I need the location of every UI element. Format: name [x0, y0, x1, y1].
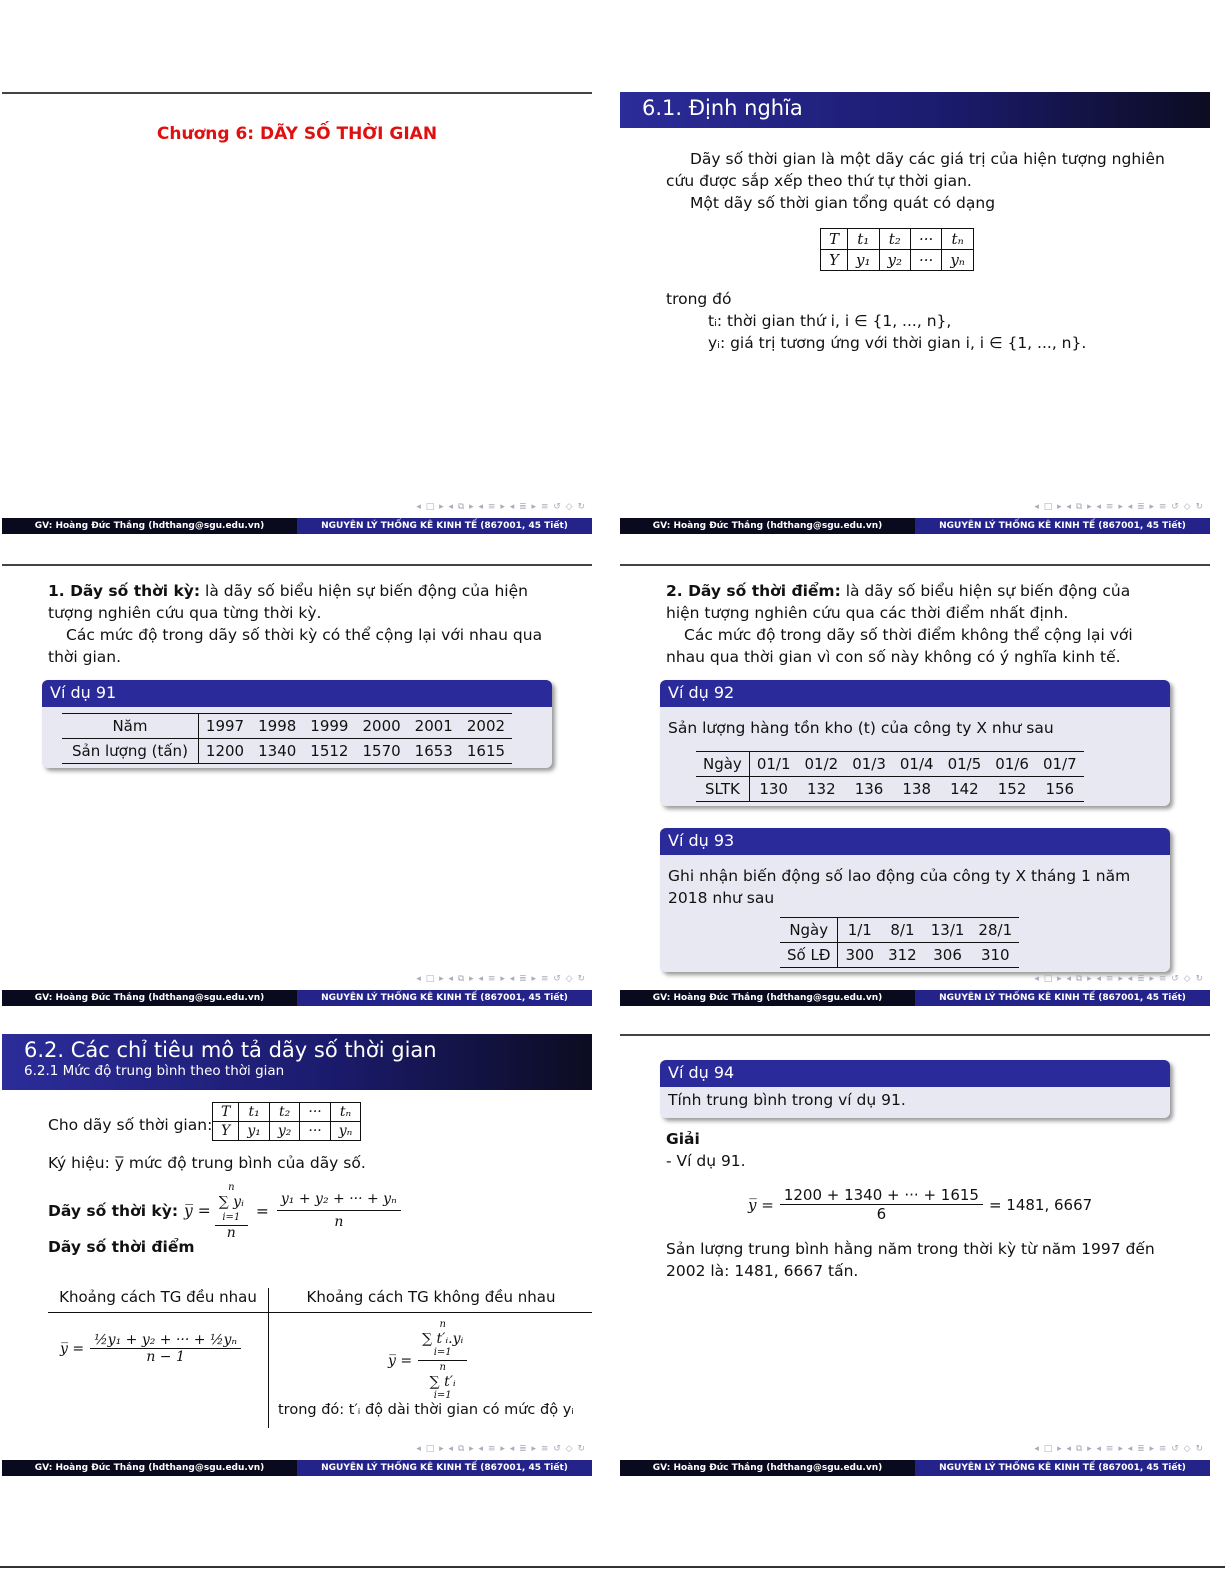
- header-cell: 13/1: [930, 921, 965, 939]
- solution-label: Giải: [666, 1130, 700, 1148]
- example-92-table: [696, 751, 1084, 802]
- period-series-definition: là dãy số biểu hiện sự biến động của hiện tượng nghiên cứu qua từng thời kỳ.: [48, 582, 528, 622]
- row-cell: 142: [950, 780, 979, 798]
- footer-author: GV: Hoàng Đức Thắng (hdthang@sgu.edu.vn): [2, 518, 297, 534]
- header-cell: 01/4: [899, 755, 934, 773]
- frame-title: 6.1. Định nghĩa: [620, 92, 1210, 128]
- header-rule: [48, 1312, 592, 1313]
- nav-symbols[interactable]: ◂ □ ▸ ◂ ⧉ ▸ ◂ ≡ ▸ ◂ ≣ ▸ ≡ ↺ ◇ ↻: [416, 974, 586, 984]
- point-series-paragraph: [666, 580, 1166, 624]
- sum: ∑ yᵢ: [218, 1194, 244, 1210]
- solution-heading: [666, 1128, 700, 1150]
- cell: t₁: [239, 1103, 270, 1122]
- cell: tₙ: [330, 1103, 361, 1122]
- chapter-title: Chương 6: DÃY SỐ THỜI GIAN: [156, 124, 438, 144]
- row-cell: 300: [845, 946, 875, 964]
- example-93-table: [780, 917, 1019, 968]
- row-cell: 136: [854, 780, 884, 798]
- top-rule: [2, 564, 592, 566]
- header-cell: 01/3: [852, 755, 886, 773]
- fraction-denominator: 6: [876, 1205, 887, 1223]
- top-rule: [620, 564, 1210, 566]
- definition-paragraph: Dãy số thời gian là một dãy các giá trị của hiện tượng nghiên cứu được sắp xếp theo thứ tự thời gian.: [666, 150, 1165, 190]
- frame-title: [2, 1034, 592, 1090]
- footer-course: NGUYÊN LÝ THỐNG KÊ KINH TẾ (867001, 45 Tiết): [297, 518, 592, 534]
- row-cell: 1615: [466, 742, 506, 760]
- general-form-text: Một dãy số thời gian tổng quát có dạng: [690, 194, 996, 212]
- cell: ···: [911, 229, 942, 250]
- cell: T: [821, 229, 848, 250]
- period-fraction: [215, 1180, 248, 1241]
- row-cell: 152: [997, 780, 1027, 798]
- formula-result: = 1481, 6667: [988, 1195, 1093, 1214]
- cell: y₁: [239, 1122, 270, 1141]
- period-formula: Dãy số thời kỳ: y̅ = n ∑ yᵢ i=1 n = $\frac{\text{y₁ + y₂ + ··· + yₙ}}{n}$: [48, 1180, 401, 1241]
- period-series-note: Các mức độ trong dãy số thời kỳ có thể cộng lại với nhau qua thời gian.: [48, 626, 543, 666]
- point-series-term: 2. Dãy số thời điểm:: [666, 582, 841, 600]
- header-cell: Ngày: [780, 918, 838, 943]
- column-rule: [268, 1288, 269, 1428]
- equal-formula: y̅ = $\frac{\text{½y₁ + y₂ + ··· + ½yₙ}}{n - 1}$: [60, 1332, 241, 1365]
- example-93-title: Ví dụ 93: [660, 828, 1170, 855]
- sum-limit-top: n: [228, 1182, 235, 1193]
- row-cell: 138: [902, 780, 932, 798]
- sum: ∑ t′ᵢ.yᵢ: [422, 1331, 464, 1347]
- point-label-text: Dãy số thời điểm: [48, 1238, 195, 1256]
- footer-author: GV: Hoàng Đức Thắng (hdthang@sgu.edu.vn): [620, 1460, 915, 1476]
- cell: T: [213, 1103, 239, 1122]
- point-series-definition: là dãy số biểu hiện sự biến động của hiện tượng nghiên cứu qua các thời điểm nhất định.: [666, 582, 1131, 622]
- point-series-note: Các mức độ trong dãy số thời điểm không thể cộng lại với nhau qua thời gian vì con số này không có ý nghĩa kinh tế.: [666, 626, 1133, 666]
- footer: [620, 1460, 1210, 1476]
- point-label: [48, 1236, 195, 1258]
- top-rule: [620, 1034, 1210, 1036]
- footer-course: NGUYÊN LÝ THỐNG KÊ KINH TẾ (867001, 45 Tiết): [915, 518, 1210, 534]
- nav-symbols[interactable]: ◂ □ ▸ ◂ ⧉ ▸ ◂ ≡ ▸ ◂ ≣ ▸ ≡ ↺ ◇ ↻: [416, 1444, 586, 1454]
- solution-line: - Ví dụ 91.: [666, 1152, 746, 1170]
- sum: ∑ t′ᵢ: [429, 1374, 456, 1390]
- header-cell: 1998: [258, 717, 297, 735]
- sum-limit-bottom: i=1: [433, 1390, 452, 1401]
- def-y: yᵢ: giá trị tương ứng với thời gian i, i ∈ {1, ..., n}.: [708, 334, 1087, 352]
- row-cell: 312: [888, 946, 917, 964]
- cell: tₙ: [942, 229, 974, 250]
- fraction-numerator: [215, 1180, 248, 1226]
- example-91-block: [42, 680, 552, 768]
- example-92-block: [660, 680, 1170, 806]
- header-cell: 2000: [362, 717, 401, 735]
- sum-limit-top: n: [439, 1319, 446, 1330]
- footer-course: NGUYÊN LÝ THỐNG KÊ KINH TẾ (867001, 45 Tiết): [915, 1460, 1210, 1476]
- row-cell: Số LĐ: [780, 943, 838, 968]
- fraction-numerator: ½y₁ + y₂ + ··· + ½yₙ: [90, 1332, 241, 1349]
- general-series-table: [820, 228, 974, 271]
- example-92-text: Sản lượng hàng tồn kho (t) của công ty X như sau: [668, 719, 1054, 737]
- footer-course: NGUYÊN LÝ THỐNG KÊ KINH TẾ (867001, 45 Tiết): [297, 990, 592, 1006]
- frame-title-text: 6.2. Các chỉ tiêu mô tả dãy số thời gian: [24, 1038, 437, 1062]
- cell: y₂: [879, 250, 911, 271]
- footer: [2, 990, 592, 1006]
- footer-course: NGUYÊN LÝ THỐNG KÊ KINH TẾ (867001, 45 Tiết): [915, 990, 1210, 1006]
- sum-limit-bottom: i=1: [433, 1347, 452, 1358]
- row-cell: 156: [1045, 780, 1075, 798]
- formula-comparison-table: [48, 1288, 592, 1428]
- frame-subtitle: 6.2.1 Mức độ trung bình theo thời gian: [24, 1063, 285, 1079]
- header-cell: 1/1: [847, 921, 872, 939]
- header-cell: Ngày: [696, 752, 749, 777]
- row-cell: 1570: [362, 742, 401, 760]
- formula-lhs: y̅ =: [184, 1201, 211, 1220]
- row-cell: SLTK: [696, 777, 749, 802]
- cell: t₂: [269, 1103, 300, 1122]
- fraction-numerator: 1200 + 1340 + ··· + 1615: [780, 1186, 983, 1205]
- cell: ···: [911, 250, 942, 271]
- unequal-formula: y̅ = n ∑ t′ᵢ.yᵢ i=1 n ∑ t′ᵢ i=1: [388, 1318, 467, 1403]
- header-cell: 8/1: [890, 921, 915, 939]
- example-94-text: Tính trung bình trong ví dụ 91.: [668, 1091, 906, 1109]
- header-cell: 01/5: [947, 755, 982, 773]
- sum-limit-bottom: i=1: [222, 1212, 241, 1223]
- slide-6: [620, 1030, 1210, 1478]
- period-fraction-expanded: [277, 1188, 401, 1233]
- row-cell: 130: [759, 780, 788, 798]
- row-cell: 310: [980, 946, 1010, 964]
- footer-author: GV: Hoàng Đức Thắng (hdthang@sgu.edu.vn): [620, 990, 915, 1006]
- footer: [2, 518, 592, 534]
- col-equal-header: Khoảng cách TG đều nhau: [59, 1288, 257, 1306]
- cell: y₁: [848, 250, 880, 271]
- example-92-title: Ví dụ 92: [660, 680, 1170, 707]
- example-94-title: Ví dụ 94: [660, 1060, 1170, 1087]
- slide-2: [620, 88, 1210, 536]
- series-table: [212, 1102, 361, 1141]
- slide-4: [620, 560, 1210, 1008]
- example-91-table: [62, 713, 512, 764]
- period-label: Dãy số thời kỳ:: [48, 1201, 179, 1220]
- footer: [2, 1460, 592, 1476]
- cell: t₁: [848, 229, 880, 250]
- top-rule: [2, 92, 592, 94]
- fraction-denominator: n: [226, 1225, 236, 1241]
- mean-formula: [748, 1186, 1092, 1223]
- header-cell: 28/1: [978, 921, 1013, 939]
- cell: ···: [300, 1122, 330, 1141]
- nav-symbols[interactable]: ◂ □ ▸ ◂ ⧉ ▸ ◂ ≡ ▸ ◂ ≣ ▸ ≡ ↺ ◇ ↻: [1034, 1444, 1204, 1454]
- header-cell: 01/2: [804, 755, 839, 773]
- footer-course: NGUYÊN LÝ THỐNG KÊ KINH TẾ (867001, 45 Tiết): [297, 1460, 592, 1476]
- cell: ···: [300, 1103, 330, 1122]
- header-cell: 01/1: [756, 755, 791, 773]
- header-cell: 1997: [205, 717, 245, 735]
- example-91-title: Ví dụ 91: [42, 680, 552, 707]
- cell: yₙ: [942, 250, 974, 271]
- footer: [620, 990, 1210, 1006]
- def-t: tᵢ: thời gian thứ i, i ∈ {1, ..., n},: [708, 312, 952, 330]
- nav-symbols[interactable]: ◂ □ ▸ ◂ ⧉ ▸ ◂ ≡ ▸ ◂ ≣ ▸ ≡ ↺ ◇ ↻: [1034, 974, 1204, 984]
- row-cell: 1340: [258, 742, 297, 760]
- period-series-term: 1. Dãy số thời kỳ:: [48, 582, 201, 600]
- unequal-note: trong đó: t′ᵢ độ dài thời gian có mức độ yᵢ: [278, 1402, 574, 1418]
- example-94-block: [660, 1060, 1170, 1118]
- header-cell: 2001: [414, 717, 453, 735]
- row-cell: 132: [807, 780, 836, 798]
- cell: Y: [213, 1122, 239, 1141]
- page-bottom-rule: [0, 1566, 1225, 1568]
- footer-author: GV: Hoàng Đức Thắng (hdthang@sgu.edu.vn): [2, 1460, 297, 1476]
- fraction-denominator: n − 1: [146, 1349, 185, 1365]
- header-cell: 01/7: [1042, 755, 1077, 773]
- nav-symbols[interactable]: ◂ □ ▸ ◂ ⧉ ▸ ◂ ≡ ▸ ◂ ≣ ▸ ≡ ↺ ◇ ↻: [1034, 502, 1204, 512]
- footer-author: GV: Hoàng Đức Thắng (hdthang@sgu.edu.vn): [2, 990, 297, 1006]
- cell: Y: [821, 250, 848, 271]
- slide-1: [2, 88, 592, 536]
- given-text: Cho dãy số thời gian:: [48, 1116, 213, 1134]
- notation-text: Ký hiệu: y̅ mức độ trung bình của dãy số.: [48, 1154, 366, 1172]
- sum-limit-top: n: [439, 1362, 446, 1373]
- row-cell: 1512: [310, 742, 349, 760]
- where-text: trong đó: [666, 290, 732, 308]
- slide-3: [2, 560, 592, 1008]
- header-cell: Năm: [62, 714, 198, 739]
- header-cell: 2002: [466, 717, 506, 735]
- fraction-denominator: n: [334, 1214, 344, 1230]
- row-cell: 1653: [414, 742, 453, 760]
- slide-5: [2, 1030, 592, 1478]
- example-93-block: [660, 828, 1170, 972]
- cell: t₂: [879, 229, 911, 250]
- row-cell: Sản lượng (tấn): [62, 739, 198, 764]
- footer: [620, 518, 1210, 534]
- row-cell: 306: [933, 946, 962, 964]
- formula-lhs: y̅ =: [748, 1195, 774, 1214]
- cell: y₂: [269, 1122, 300, 1141]
- fraction-numerator: y₁ + y₂ + ··· + yₙ: [277, 1188, 401, 1211]
- header-cell: 1999: [310, 717, 349, 735]
- cell: yₙ: [330, 1122, 361, 1141]
- footer-author: GV: Hoàng Đức Thắng (hdthang@sgu.edu.vn): [620, 518, 915, 534]
- period-series-paragraph: [48, 580, 548, 624]
- conclusion-text: Sản lượng trung bình hằng năm trong thời kỳ từ năm 1997 đến 2002 là: 1481, 6667 tấn.: [666, 1240, 1155, 1280]
- header-cell: 01/6: [995, 755, 1029, 773]
- example-93-text: Ghi nhận biến động số lao động của công ty X tháng 1 năm 2018 như sau: [668, 867, 1131, 907]
- row-cell: 1200: [205, 742, 245, 760]
- col-unequal-header: Khoảng cách TG không đều nhau: [306, 1288, 556, 1306]
- nav-symbols[interactable]: ◂ □ ▸ ◂ ⧉ ▸ ◂ ≡ ▸ ◂ ≣ ▸ ≡ ↺ ◇ ↻: [416, 502, 586, 512]
